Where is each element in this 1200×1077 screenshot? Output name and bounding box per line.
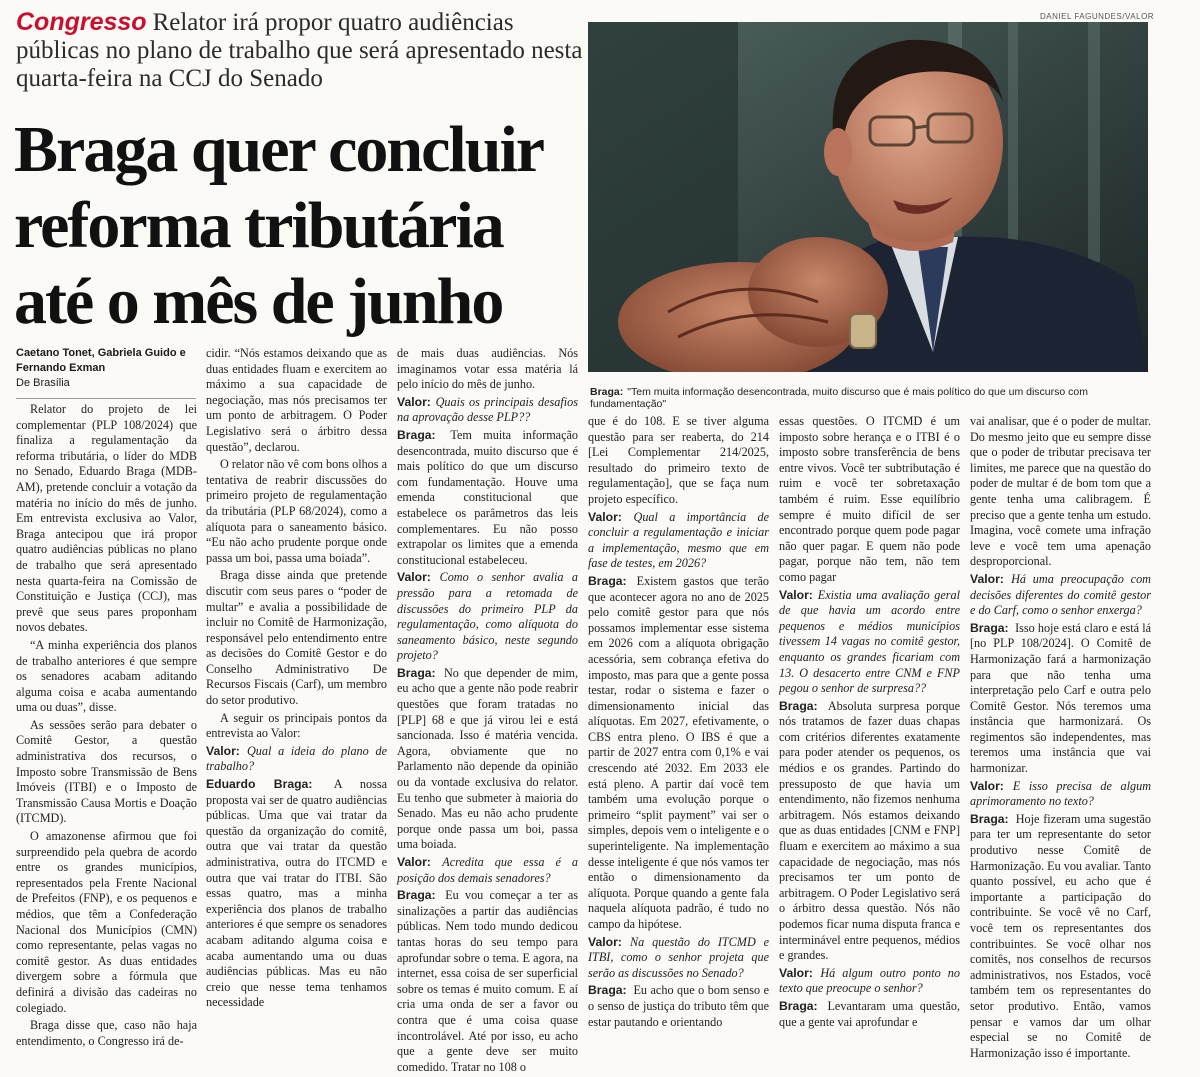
interview-question (206, 744, 387, 775)
dateline: De Brasília (16, 377, 70, 389)
answer-text: Levantaram uma questão, que a gente vai aprofundar e (779, 998, 960, 1029)
question-text: Como o senhor avalia a pressão para a retomada de discussões do primeiro PLP da regulamentação, como alíquota do saneamento básico, neste segundo projeto? (397, 570, 578, 663)
interview-question (588, 935, 769, 982)
headline-line: até o mês de junho (14, 265, 503, 338)
article-column-5 (779, 414, 960, 1032)
interview-question (970, 779, 1151, 810)
speaker-label: Valor: (779, 965, 821, 980)
interview-answer (970, 812, 1151, 1062)
question-text: Acredita que essa é a posição dos demais senadores? (397, 855, 578, 885)
article-paragraph: essas questões. O ITCMD é um imposto sobre herança e o ITBI é o imposto sobre transferência de bens entre vivos. Você ter subtributação é ruim e você ter sobretaxação também é ruim. Esse equilíbrio sempre é muito difícil de ser encontrado porque quem pode pagar não quer pagar. E quem não pode pagar, porque não tem, não tem como pagar (779, 414, 960, 584)
article-column-6 (970, 414, 1151, 1063)
photo-credit: DANIEL FAGUNDES/VALOR (1040, 12, 1155, 21)
interview-answer (779, 699, 960, 964)
article-paragraph: Braga disse ainda que pretende discutir com seus pares o “poder de multar” e avalia a possibilidade de incluir no Comitê de Harmonização, responsável pelo entendimento entre as decisões do Comitê Gestor e do Conselho Administrativo De Recursos Fiscais (Carf), um membro do setor produtivo. (206, 568, 387, 708)
question-text: Qual a importância de concluir a regulamentação e iniciar a implementação, mesmo que em fase de testes, em 2026? (588, 509, 769, 571)
interview-answer (588, 983, 769, 1030)
headline-line: reforma tributária (14, 189, 503, 262)
speaker-label: Valor: (397, 855, 443, 869)
article-paragraph: As sessões serão para debater o Comitê Gestor, a questão administrativa dos recursos, o Imposto sobre Transmissão de Bens Imóveis (ITBI) e o Imposto de Transmissão Causa Mortis e Doação (ITCMD). (16, 717, 197, 826)
question-text: Na questão do ITCMD e ITBI, como o senhor projeta que serão as discussões no Senado? (588, 934, 769, 980)
question-text: Há uma preocupação com decisões diferentes do comitê gestor e do Carf, como o senhor enxerga? (970, 571, 1151, 618)
speaker-label: Braga: (779, 698, 825, 713)
speaker-label: Eduardo Braga: (206, 777, 331, 792)
question-text: E isso precisa de algum aprimoramento no texto? (970, 778, 1151, 809)
article-column-4 (588, 414, 769, 1032)
article-paragraph: Braga disse que, caso não haja entendimento, o Congresso irá de- (16, 1018, 197, 1048)
speaker-label: Valor: (970, 571, 1012, 586)
interview-question (588, 510, 769, 572)
headline-line: Braga quer concluir (14, 113, 544, 186)
speaker-label: Valor: (588, 934, 631, 949)
interview-question (397, 395, 578, 426)
byline-divider (16, 398, 196, 399)
photo-caption (590, 386, 1150, 410)
speaker-label: Valor: (779, 587, 818, 602)
speaker-label: Braga: (588, 573, 634, 588)
question-text: Existia uma avaliação geral de que havia um acordo entre pequenos e médios municípios tivessem 14 vagas no comitê gestor, enquanto os grandes ficariam com 13. O desacerto entre CNM e FNP pegou o senhor de surpresa?? (779, 587, 960, 696)
author-names: Caetano Tonet, Gabriela Guido e Fernando Exman (16, 347, 186, 374)
article-column-1 (16, 402, 197, 1051)
interview-question (970, 572, 1151, 619)
answer-text: Hoje fizeram uma sugestão para ter um representante do setor produtivo nesse Comitê de Harmonização. Eu vou avaliar. Tanto quanto possível, eu acho que é importante a participação do contribuinte. Se você vê no Carf, você tem os representantes dos contribuintes. Se você olhar nos comitês, nos conselhos de recursos administrativos, nos Estados, você também tem os representantes do setor produtivo. Então, vamos pensar e vamos dar um olhar especial se no Comitê de Harmonização isso é importante. (970, 811, 1151, 1060)
article-paragraph: O relator não vê com bons olhos a tentativa de reabrir discussões do primeiro projeto de regulamentação da tributária (PLP 68/2024), como a alíquota para o saneamento básico. “Eu não acho prudente porque onde passa um boi, passa uma boiada”. (206, 457, 387, 565)
answer-text: Eu vou começar a ter as sinalizações a partir das audiências públicas. Nem todo mundo dedicou tantas horas do seu tempo para aprofundar sobre o tema. E agora, na internet, essa coisa de ser superficial sobre os temas é muito comum. E aí cria uma onda de ser a favor ou contra que é uma coisa quase incontrolável. Até por isso, eu acho que a gente deve ser muito comedido. Tratar no 108 o (397, 888, 578, 1074)
speaker-label: Valor: (206, 743, 247, 758)
interview-answer (206, 777, 387, 1011)
interview-question (779, 966, 960, 997)
article-column-3 (397, 346, 578, 1077)
article-paragraph: que é do 108. E se tiver alguma questão para ser reaberta, do 214 [Lei Complementar 214/2025, resultado do primeiro texto de regulamentação], que se faça num projeto específico. (588, 414, 769, 506)
speaker-label: Braga: (397, 427, 448, 442)
kicker-text: Relator irá propor quatro audiências públicas no plano de trabalho que será apresentado nesta quarta-feira na CCJ do Senado (16, 9, 583, 92)
article-paragraph: de mais duas audiências. Nós imaginamos votar essa matéria lá pelo início do mês de junho. (397, 346, 578, 392)
speaker-label: Braga: (397, 888, 443, 903)
interview-question (779, 588, 960, 697)
article-column-2 (206, 346, 387, 1013)
answer-text: Isso hoje está claro e está lá [no PLP 108/2024]. O Comitê de Harmonização fará a harmonização para que não tenha uma interpretação pelo Carf e outra pelo Comitê Gestor. Nós teremos uma instância que harmonizará. Os regimentos são independentes, mas teremos uma instância que vai harmonizar. (970, 620, 1151, 776)
article-paragraph: A seguir os principais pontos da entrevista ao Valor: (206, 710, 387, 741)
speaker-label: Valor: (397, 394, 436, 409)
interview-answer (397, 428, 578, 568)
speaker-label: Braga: (970, 620, 1013, 635)
answer-text: Existem gastos que terão que acontecer agora no ano de 2025 pelo comitê gestor para que nós possamos implementar esse sistema em 2026 com a alíquota obrigação acessória, sem cobrança efetiva do imposto, mas para que a gente possa testar, rodar o sistema e fazer o dimensionamento inicial das alíquotas. Em 2027, efetivamente, o CBS entra pleno. O IBS é que a partir de 2027 entra com 0,1% e vai crescendo até 2032. Em 2033 ele está pleno. A partir daí você tem também uma evolução porque o primeiro “split payment” vai ser o simples, depois vem o inteligente e o superinteligente. Na implementação desse inteligente é que nós vamos ter então o dimensionamento da alíquota. Porque quando a gente fala naquela alíquota padrão, é tudo no campo da hipótese. (588, 573, 769, 931)
speaker-label: Valor: (397, 570, 440, 585)
interview-question (397, 855, 578, 886)
interview-answer (588, 574, 769, 933)
portrait-photo (588, 22, 1148, 372)
question-text: Há algum outro ponto no texto que preocupe o senhor? (779, 965, 960, 996)
article-paragraph: O amazonense afirmou que foi surpreendido pela quebra de acordo entre os grandes municípios, representados pela Frente Nacional de Prefeitos (FNP), e os pequenos e médios, que têm a Confederação Nacional dos Municípios (CMN) como representante, pelas vagas no comitê gestor. As duas entidades divergem sobre a fórmula que definirá a divisão das cadeiras no colegiado. (16, 829, 197, 1015)
article-paragraph: Relator do projeto de lei complementar (PLP 108/2024) que finaliza a regulamentação da reforma tributária, o líder do MDB no Senado, Eduardo Braga (MDB-AM), pretende concluir a votação da matéria no início do mês de junho. Em entrevista exclusiva ao Valor, Braga antecipou que irá propor quatro audiências públicas no plano de trabalho que será apresentado nesta quarta-feira na Comissão de Constituição e Justiça (CCJ), mas prevê que seus pares proponham novos debates. (16, 402, 197, 635)
interview-question (397, 570, 578, 664)
portrait-illustration (588, 22, 1148, 372)
answer-text: No que depender de mim, eu acho que a gente não pode reabrir questões que foram tratadas no [PLP] 68 e que já virou lei e está sancionada. Isso é matéria vencida. Agora, obviamente que no Parlamento não depende da opinião ou da vontade exclusiva do relator. Eu tenho que submeter à maioria do Senado. Mas eu não acho prudente porque onde passa um boi, passa uma boiada. (397, 665, 578, 852)
speaker-label: Braga: (588, 983, 631, 998)
speaker-label: Braga: (779, 998, 825, 1013)
headline (14, 112, 589, 340)
answer-text: Tem muita informação desencontrada, muito discurso que é mais político do que um discurso com fundamentação. Houve uma emenda constitucional que estabelece os parâmetros das leis complementares. Eu não posso extrapolar os limites que a emenda constitucional estabeleceu. (397, 427, 578, 567)
interview-answer (397, 666, 578, 853)
section-label: Congresso (16, 8, 147, 36)
answer-text: A nossa proposta vai ser de quatro audiências públicas. Uma que vai tratar da questão da organização do comitê, outra que vai tratar da questão administrativa, outra do ITCMD e outra que vai tratar do ITBI. São essas quatro, mas a minha experiência dos planos de trabalho anteriores é que sempre os senadores acabam aditando alguma coisa e acaba aumentando uma ou duas audiências públicas. Mas eu não creio que nesse tema tenhamos necessidade (206, 777, 387, 1010)
speaker-label: Braga: (970, 811, 1013, 826)
kicker (16, 8, 586, 93)
caption-text: "Tem muita informação desencontrada, muito discurso que é mais político do que um discurso com fundamentação" (590, 386, 1088, 410)
caption-label: Braga: (590, 386, 624, 398)
question-text: Quais os principais desafios na aprovação desse PLP?? (397, 394, 578, 425)
interview-answer (779, 999, 960, 1030)
question-text: Qual a ideia do plano de trabalho? (206, 743, 387, 774)
article-paragraph: “A minha experiência dos planos de trabalho anteriores é que sempre os senadores acabam aditando alguma coisa e acaba aumentando uma ou duas”, disse. (16, 637, 197, 715)
interview-answer (970, 621, 1151, 777)
speaker-label: Valor: (588, 509, 634, 524)
answer-text: Absoluta surpresa porque nós tratamos de fazer duas chapas com critérios diferentes exatamente para poder atender os pequenos, os médios e os grandes. Partindo do pressuposto de que havia um entendimento, não fizemos nenhuma arbitragem. Nós estamos deixando que as duas entidades [CNM e FNP] fluam e exercitem ao máximo a sua capacidade de negociação, mas nós precisamos ter um ponto de arbitragem. O Poder Legislativo será o árbitro dessa questão. Nós não podemos ficar numa disputa franca e interminável entre pequenos, médios e grandes. (779, 698, 960, 963)
article-paragraph: vai analisar, que é o poder de multar. Do mesmo jeito que eu sempre disse que o poder de tributar precisava ter limites, me parece que na questão do poder de multar é de bom tom que a gente tenha uma calibragem. É preciso que a gente tenha um estudo. Imagina, você comete uma infração leve e você tem uma apenação desproporcional. (970, 414, 1151, 569)
interview-answer (397, 888, 578, 1075)
answer-text: Eu acho que o bom senso e o senso de justiça do tributo têm que estar pautando e orientando (588, 983, 769, 1029)
article-paragraph: cidir. “Nós estamos deixando que as duas entidades fluam e exercitem ao máximo a sua capacidade de negociação, mas nós precisamos ter um ponto de arbitragem. O Poder Legislativo será o árbitro dessa questão”, declarou. (206, 346, 387, 454)
speaker-label: Braga: (397, 665, 441, 680)
byline (16, 346, 196, 391)
speaker-label: Valor: (970, 778, 1013, 793)
